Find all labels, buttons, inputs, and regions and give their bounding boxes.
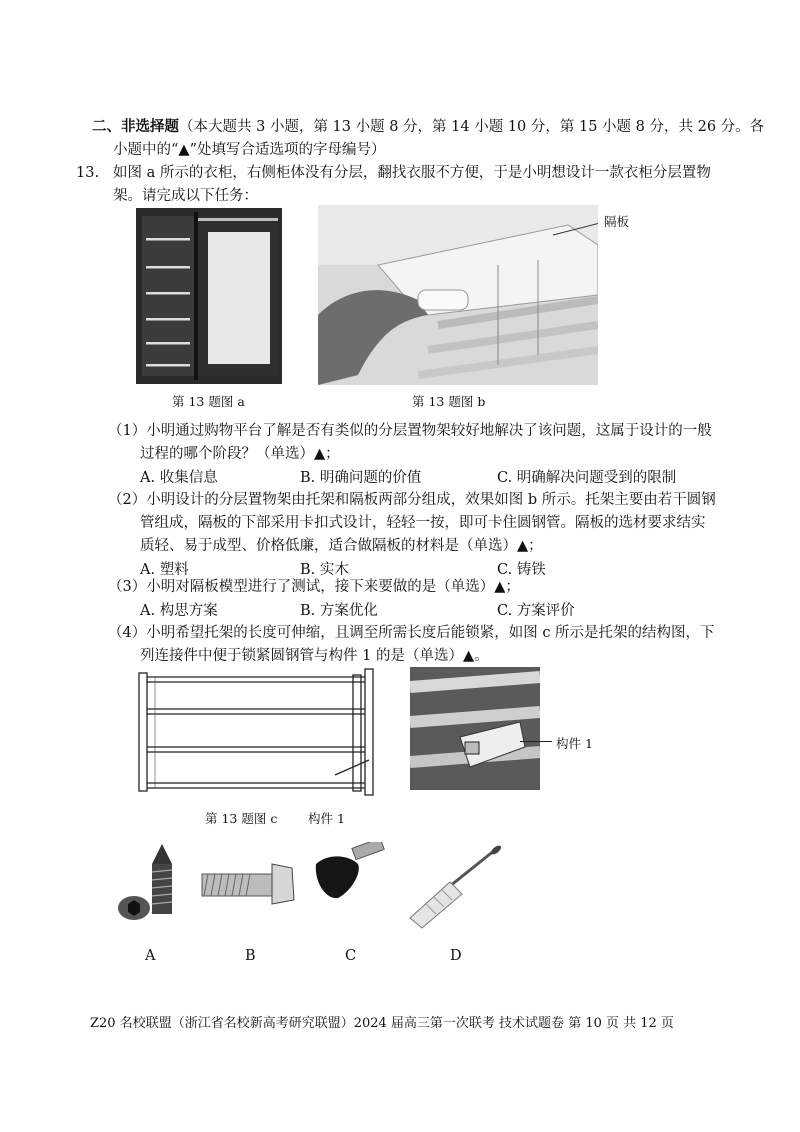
q1-line2: 过程的哪个阶段？（单选）▲；	[140, 446, 340, 462]
connector-c-knob-screw-image	[310, 842, 390, 904]
q2-line1: （2）小明设计的分层置物架由托架和隔板两部分组成，效果如图 b 所示。托架主要由若干圆钢	[108, 492, 716, 508]
question-stem-line2: 架。请完成以下任务：	[113, 188, 258, 204]
connector-label-a: A	[145, 948, 156, 964]
connector-b-hex-bolt-image	[198, 860, 298, 908]
section-intro-line1: （本大题共 3 小题，第 13 小题 8 分，第 14 小题 10 分，第 15 小题 8 分，共 26 分。各	[179, 119, 765, 135]
figure-c-part-photo	[410, 667, 540, 790]
figure-b-shelf-image	[318, 205, 598, 385]
figure-c-bracket-drawing	[135, 665, 385, 805]
q2-line2: 管组成，隔板的下部采用卡扣式设计，轻轻一按，即可卡住圆钢管。隔板的选材要求结实	[140, 515, 706, 531]
connector-a-set-screw-image	[112, 842, 192, 924]
figure-c-photo-label: 构件 1	[556, 736, 593, 751]
q1-option-a: A. 收集信息	[140, 470, 218, 486]
q2-line3: 质轻、易于成型、价格低廉，适合做隔板的材料是（单选）▲；	[140, 538, 543, 554]
q3-option-b: B. 方案优化	[300, 603, 378, 619]
figure-b-caption: 第 13 题图 b	[412, 394, 486, 409]
connector-label-d: D	[450, 948, 462, 964]
q2-option-a: A. 塑料	[140, 562, 189, 578]
q4-line2: 列连接件中便于锁紧圆钢管与构件 1 的是（单选）▲。	[140, 648, 489, 664]
q2-option-b: B. 实木	[300, 562, 349, 578]
page-footer: Z20 名校联盟（浙江省名校新高考研究联盟）2024 届高三第一次联考 技术试题卷 第 10 页 共 12 页	[90, 1016, 674, 1031]
connector-d-expansion-bolt-image	[400, 842, 505, 932]
section-intro-line2: 小题中的“▲”处填写合适选项的字母编号）	[113, 142, 386, 158]
part-photo-leader-line	[520, 741, 552, 742]
q1-line1: （1）小明通过购物平台了解是否有类似的分层置物架较好地解决了该问题，这属于设计的一般	[108, 423, 712, 439]
section-heading: 二、非选择题	[92, 118, 179, 135]
q1-option-b: B. 明确问题的价值	[300, 470, 422, 486]
section-heading-line	[92, 116, 764, 138]
figure-c-part-label: 构件 1	[308, 811, 345, 826]
figure-a-caption: 第 13 题图 a	[172, 394, 245, 409]
q2-option-c: C. 铸铁	[497, 562, 546, 578]
question-stem-line1: 如图 a 所示的衣柜，右侧柜体没有分层，翻找衣服不方便，于是小明想设计一款衣柜分层置物	[113, 165, 711, 181]
connector-label-b: B	[245, 948, 256, 964]
q4-line1: （4）小明希望托架的长度可伸缩，且调至所需长度后能锁紧，如图 c 所示是托架的结构图，下	[108, 625, 715, 641]
q3-line1: （3）小明对隔板模型进行了测试，接下来要做的是（单选）▲；	[108, 579, 520, 595]
figure-a-wardrobe-image	[136, 208, 282, 384]
q3-option-c: C. 方案评价	[497, 603, 575, 619]
figure-c-caption: 第 13 题图 c	[205, 811, 278, 826]
q1-option-c: C. 明确解决问题受到的限制	[497, 470, 677, 486]
connector-label-c: C	[345, 948, 357, 964]
question-number: 13.	[76, 165, 100, 181]
q3-option-a: A. 构思方案	[140, 603, 218, 619]
figure-b-label: 隔板	[604, 214, 630, 229]
